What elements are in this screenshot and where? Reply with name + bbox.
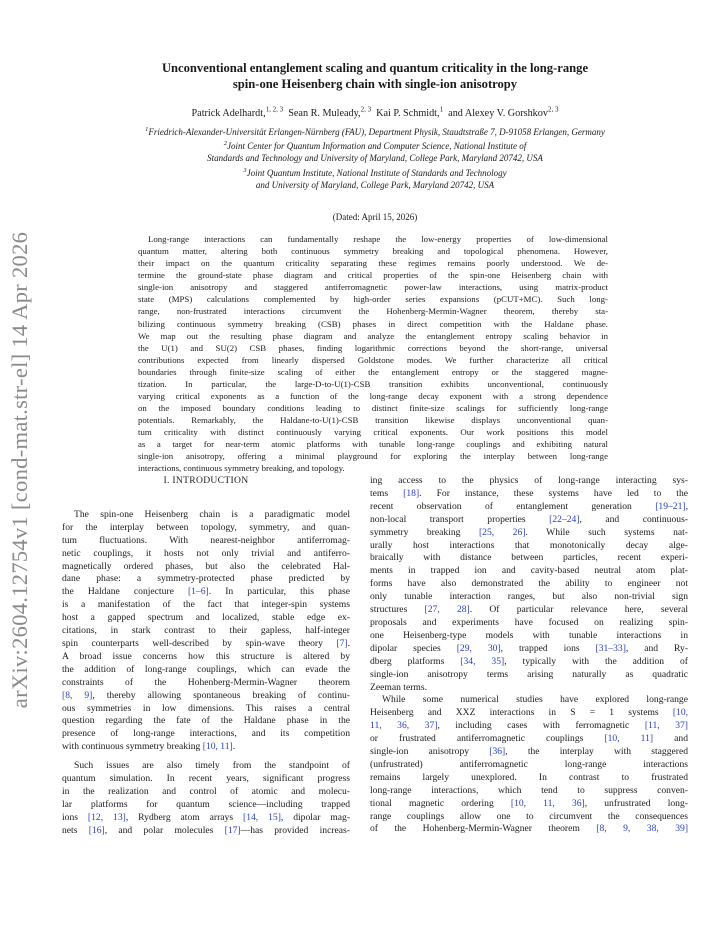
author-affiliation-mark: 1 — [439, 106, 444, 114]
abstract-line: range, non-frustrated interactions circumvent the Hohenberg-Mermin-Wagner theorem, thereby sta- — [138, 306, 608, 317]
citation-link[interactable]: [10, 11] — [202, 741, 233, 753]
text-run: , including cases with ferromagnetic — [437, 720, 645, 732]
text-run: citations, in stark contrast to their gapless, half-integer — [62, 625, 350, 637]
text-line — [62, 812, 350, 825]
abstract-line: their impact on the quantum criticality separating these regimes remains poorly understood. We de- — [138, 258, 608, 269]
text-line — [62, 586, 350, 599]
text-run: While some numerical studies have explored long-range — [382, 694, 688, 706]
citation-link[interactable]: 11, 36, 37] — [370, 720, 438, 732]
abstract-line: the U(1) and SU(2) CSB phases, finding logarithmic corrections beyond the short-range, universal — [138, 342, 608, 353]
text-line — [370, 552, 688, 565]
text-run: , thereby allowing spontaneous breaking of continu- — [92, 689, 350, 701]
text-line — [370, 785, 688, 798]
text-line — [62, 773, 350, 786]
abstract-line: We map out the resulting phase diagram and analyze the entanglement entropy scaling behavior in — [138, 330, 608, 341]
author-name: Kai P. Schmidt, — [376, 108, 440, 120]
dated-line: (Dated: April 15, 2026) — [332, 212, 418, 222]
text-line — [62, 599, 350, 612]
text-line — [370, 630, 688, 643]
abstract-line: single-ion anisotropy, offering a minimal playground for exploring the interplay between long-range — [138, 451, 608, 462]
text-run: (unfrustrated) antiferromagnetic long-range interactions — [370, 758, 688, 770]
text-line — [62, 612, 350, 625]
text-run: . — [232, 741, 236, 753]
citation-link[interactable]: [12, 13] — [87, 811, 126, 823]
citation-link[interactable]: [34, 35] — [460, 655, 505, 667]
text-line — [62, 825, 350, 838]
author — [192, 108, 284, 119]
text-run: non-local transport properties — [370, 513, 550, 525]
text-run: , Rydberg atom arrays — [125, 811, 243, 823]
title-line: spin-one Heisenberg chain with single-ion anisotropy — [232, 77, 518, 91]
paper-title — [80, 60, 670, 92]
citation-link[interactable]: [27, 28] — [424, 604, 470, 616]
text-line — [62, 690, 350, 703]
text-run: in the realization and control of atomic and molecu- — [62, 785, 350, 797]
text-run: tum fluctuations. With nearest-neighbor antiferromag- — [62, 534, 350, 546]
text-line — [370, 617, 688, 630]
abstract-line: termine the ground-state phase diagram and critical properties of the spin-one Heisenberg chain with — [138, 270, 608, 281]
text-run: lar platforms for quantum science—including trapped — [62, 798, 350, 810]
text-run: netic couplings, it hosts not only trivial and antiferro- — [62, 547, 350, 559]
citation-link[interactable]: [19–21] — [655, 500, 686, 512]
text-run: magnetically ordered phases, but also the celebrated Hal- — [62, 560, 350, 572]
text-run: nets — [62, 824, 89, 836]
text-run: dane phase: a symmetry-protected phase predicted by — [62, 573, 350, 585]
text-run: , dipolar mag- — [280, 811, 351, 823]
text-run: Such issues are also timely from the standpoint of — [74, 760, 350, 772]
text-line — [62, 509, 350, 522]
text-line — [370, 604, 688, 617]
text-run: or frustrated antiferromagnetic couplings — [370, 733, 605, 745]
affiliation-mark: 2 — [223, 140, 227, 148]
text-line — [62, 760, 350, 773]
citation-link[interactable]: [29, 30] — [456, 642, 501, 654]
author-affiliation-mark: 1, 2, 3 — [265, 106, 284, 114]
text-run: for the interplay between topology, symmetry, and quan- — [62, 521, 350, 533]
citation-link[interactable]: [36] — [489, 746, 506, 758]
text-line — [62, 522, 350, 535]
text-run: remains largely unexplored. In contrast to frustrated — [370, 771, 688, 783]
citation-link[interactable]: [8, 9] — [62, 689, 93, 701]
text-run: , and polar molecules — [104, 824, 225, 836]
text-run: braically with distance between particles, recent experi- — [370, 552, 688, 564]
text-run: tional magnetic ordering — [370, 797, 511, 809]
text-run: The spin-one Heisenberg chain is a paradigmatic model — [74, 508, 350, 520]
citation-link[interactable]: [16] — [88, 824, 105, 836]
text-line — [62, 728, 350, 741]
text-line — [370, 591, 688, 604]
citation-link[interactable]: [7] — [336, 637, 348, 649]
text-run: question regarding the fate of the Haldane phase in the — [62, 715, 350, 727]
text-run: dberg platforms — [370, 655, 461, 667]
text-run: ous symmetries in low dimensions. This raises a central — [62, 702, 350, 714]
text-run: Heisenberg and XXZ interactions in — [370, 707, 571, 719]
text-run: Zeeman terms. — [370, 681, 428, 693]
text-line — [370, 578, 688, 591]
text-run: symmetry breaking — [370, 526, 479, 538]
text-line — [370, 475, 688, 488]
citation-link[interactable]: [11, 37] — [644, 720, 688, 732]
text-run: , — [685, 500, 688, 512]
text-line — [62, 535, 350, 548]
text-line — [370, 733, 688, 746]
author-affiliation-mark: 2, 3 — [547, 106, 559, 114]
section-heading: I. INTRODUCTION — [163, 475, 249, 486]
author-affiliation-mark: 2, 3 — [360, 106, 372, 114]
affiliations — [60, 124, 690, 191]
text-line — [370, 643, 688, 656]
text-run: ments in trapped ion and cavity-based neutral atom plat- — [370, 565, 688, 577]
text-line — [370, 746, 688, 759]
text-run: structures — [370, 604, 425, 616]
text-line — [370, 501, 688, 514]
text-line — [62, 651, 350, 664]
abstract-line: tization. In particular, the large-D-to-U(1)-CSB transition exhibits unconventional, continuously — [138, 378, 608, 389]
citation-link[interactable]: [18] — [403, 487, 420, 499]
text-line — [370, 669, 688, 682]
affiliation-mark: 3 — [243, 166, 247, 174]
text-line — [370, 772, 688, 785]
text-line — [370, 527, 688, 540]
author-name: Patrick Adelhardt, — [191, 108, 266, 120]
abstract-line: contributions expected from linearly dispersed Goldstone modes. We further characterize all critical — [138, 354, 608, 365]
text-line — [62, 786, 350, 799]
text-run: is a manifestation of the fact that integer-spin systems — [62, 599, 350, 611]
text-line — [370, 540, 688, 553]
text-run: spin counterparts well-described by spin-wave theory — [62, 637, 337, 649]
abstract-line: Long-range interactions can fundamentally reshape the low-energy properties of low-dimensional — [148, 234, 608, 244]
text-run: , typically with the addition of — [504, 655, 688, 667]
abstract-line: bilizing continuous symmetry breaking (CSB) phases in direct competition with the Haldane phase. — [138, 318, 608, 329]
affiliation-mark: 1 — [145, 126, 149, 133]
text-run: —has provided increas- — [240, 824, 350, 836]
citation-link[interactable]: [10, — [672, 707, 689, 719]
body-column-left — [62, 475, 350, 838]
text-run: , and continuous- — [579, 513, 688, 525]
abstract-line: quantum matter, altering both continuous symmetry breaking and topological phenomena. However, — [138, 246, 608, 257]
abstract-line: interactions, continuous symmetry breaking, and topology. — [138, 463, 345, 474]
text-run: , the interplay with staggered — [505, 746, 688, 758]
text-line — [370, 565, 688, 578]
abstract-line: single-ion anisotropy and staggered antiferromagnetic power-law interactions, using matrix-product — [138, 282, 608, 293]
text-line — [62, 703, 350, 716]
abstract-line: boundaries through finite-size scaling of either the entanglement entropy or the staggered magne- — [138, 366, 608, 377]
text-line — [370, 682, 688, 695]
text-run: presence of long-range interactions, and its competition — [62, 728, 350, 740]
text-line — [370, 811, 688, 824]
abstract-line: as a target for near-term atomic platforms with tunable long-range couplings and exhibiting natural — [138, 439, 608, 450]
text-run: one Heisenberg-type models with tunable interactions in — [370, 629, 688, 641]
citation-link[interactable]: [22–24] — [549, 513, 580, 525]
citation-link[interactable]: [1–6] — [187, 586, 209, 598]
text-run: only tunable interaction ranges, but also non-trivial sign — [370, 591, 688, 603]
text-run: host a gapped spectrum and localized, stable edge ex- — [62, 612, 350, 624]
text-run: ing access to the physics of long-range interacting sys- — [370, 475, 688, 486]
text-run: recent observation of entanglement generation — [370, 500, 656, 512]
text-line — [62, 677, 350, 690]
author-name: Sean R. Muleady, — [288, 108, 361, 120]
text-run: , trapped ions — [500, 642, 596, 654]
text-line — [370, 720, 688, 733]
text-run: S = 1 — [570, 707, 615, 719]
affiliation-line — [60, 124, 690, 138]
text-line — [62, 799, 350, 812]
affiliation-line — [60, 179, 690, 191]
text-run: long-range interactions, which tend to suppress conven- — [370, 784, 688, 796]
text-line — [62, 548, 350, 561]
text-line — [62, 664, 350, 677]
text-line — [370, 656, 688, 669]
text-line — [62, 625, 350, 638]
text-run: the addition of long-range couplings, which can evade the — [62, 663, 350, 675]
text-run: . In particular, this phase — [208, 586, 350, 598]
citation-link[interactable]: [10, 11, 36] — [510, 797, 585, 809]
text-line — [62, 715, 350, 728]
text-run: and — [653, 733, 688, 745]
affiliation-line — [60, 165, 690, 179]
abstract-line: varying critical exponents as a function of the long-range decay exponent with a strong dependence — [138, 391, 608, 402]
text-run: tems — [370, 487, 404, 499]
text-run: range couplings allow one to circumvent the consequences — [370, 810, 688, 822]
text-run: quantum simulation. In recent years, significant progress — [62, 773, 350, 785]
abstract-line: tum criticality with distinct continuously varying critical exponents. Our work positions this model — [138, 427, 608, 438]
citation-link[interactable]: [31–33] — [595, 642, 626, 654]
text-run: dipolar species — [370, 642, 457, 654]
text-run: proposals and experiments have focused on realizing spin- — [370, 616, 688, 628]
text-line — [62, 561, 350, 574]
citation-link[interactable]: [17] — [224, 824, 241, 836]
text-run: urally host interactions that monotonically decay alge- — [370, 539, 688, 551]
text-line — [62, 741, 350, 754]
author — [376, 108, 443, 119]
text-run: constraints of the Hohenberg-Mermin-Wagner theorem — [62, 676, 350, 688]
arxiv-identifier: arXiv:2604.12754v1 [cond-mat.str-el] 14 Apr 2026 — [7, 231, 32, 709]
affiliation-line — [60, 138, 690, 152]
text-run: single-ion anisotropy — [370, 746, 490, 758]
text-run: single-ion anisotropy terms arising naturally as quadratic — [370, 668, 688, 680]
text-line — [370, 798, 688, 811]
text-run: . While such systems nat- — [525, 526, 689, 538]
author-list — [80, 106, 670, 119]
text-run: , unfrustrated long- — [584, 797, 688, 809]
citation-link[interactable]: [10, 11] — [604, 733, 654, 745]
author-name: and Alexey V. Gorshkov — [448, 108, 548, 120]
text-line — [370, 759, 688, 772]
citation-link[interactable]: [25, 26] — [478, 526, 526, 538]
text-line — [62, 573, 350, 586]
author — [448, 108, 558, 119]
text-run: the Haldane conjecture — [62, 586, 188, 598]
text-run: systems — [614, 707, 673, 719]
text-line — [62, 638, 350, 651]
text-run: , and Ry- — [625, 642, 689, 654]
text-line — [370, 707, 688, 720]
text-line — [370, 488, 688, 501]
abstract-line: potentials. Remarkably, the Haldane-to-U(1)-CSB transition likewise displays unconventional quan- — [138, 415, 608, 426]
text-run: . Of particular relevance here, several — [469, 604, 688, 616]
text-run: ions — [62, 811, 88, 823]
text-run: of the Hohenberg-Mermin-Wagner theorem — [370, 823, 597, 835]
abstract — [138, 233, 608, 475]
text-line — [370, 823, 688, 836]
title-line: Unconventional entanglement scaling and quantum criticality in the long-range — [161, 61, 589, 75]
text-run: forms have also demonstrated the ability to engineer not — [370, 578, 688, 590]
author — [288, 108, 371, 119]
affiliation-text: Joint Quantum Institute, National Institute of Standards and Technology — [246, 167, 507, 178]
citation-link[interactable]: [8, 9, 38, 39] — [596, 823, 689, 835]
text-run: with continuous symmetry breaking — [62, 741, 203, 753]
body-column-right — [370, 475, 688, 836]
affiliation-text: Joint Center for Quantum Information and Computer Science, National Institute of — [227, 141, 527, 152]
affiliation-text: Friedrich-Alexander-Universität Erlangen-Nürnberg (FAU), Department Physik, Staudtstraße 7, D-91058 Erlangen, Germany — [148, 127, 605, 137]
text-run: . — [347, 637, 350, 649]
affiliation-line — [60, 152, 690, 164]
abstract-line: state (MPS) calculations complemented by high-order series expansions (pCUT+MC). Such long- — [138, 294, 608, 305]
affiliation-text: Standards and Technology and University of Maryland, College Park, Maryland 20742, USA — [207, 153, 543, 164]
text-run: A broad issue concerns how this structure is altered by — [62, 650, 350, 662]
text-run: . For instance, these systems have led to the — [419, 487, 688, 499]
text-line — [370, 694, 688, 707]
text-line — [370, 514, 688, 527]
abstract-line: on the imposed boundary conditions leading to distinct finite-size scalings for sufficiently long-range — [138, 403, 608, 414]
affiliation-text: and University of Maryland, College Park, Maryland 20742, USA — [255, 179, 495, 190]
citation-link[interactable]: [14, 15] — [243, 811, 281, 823]
